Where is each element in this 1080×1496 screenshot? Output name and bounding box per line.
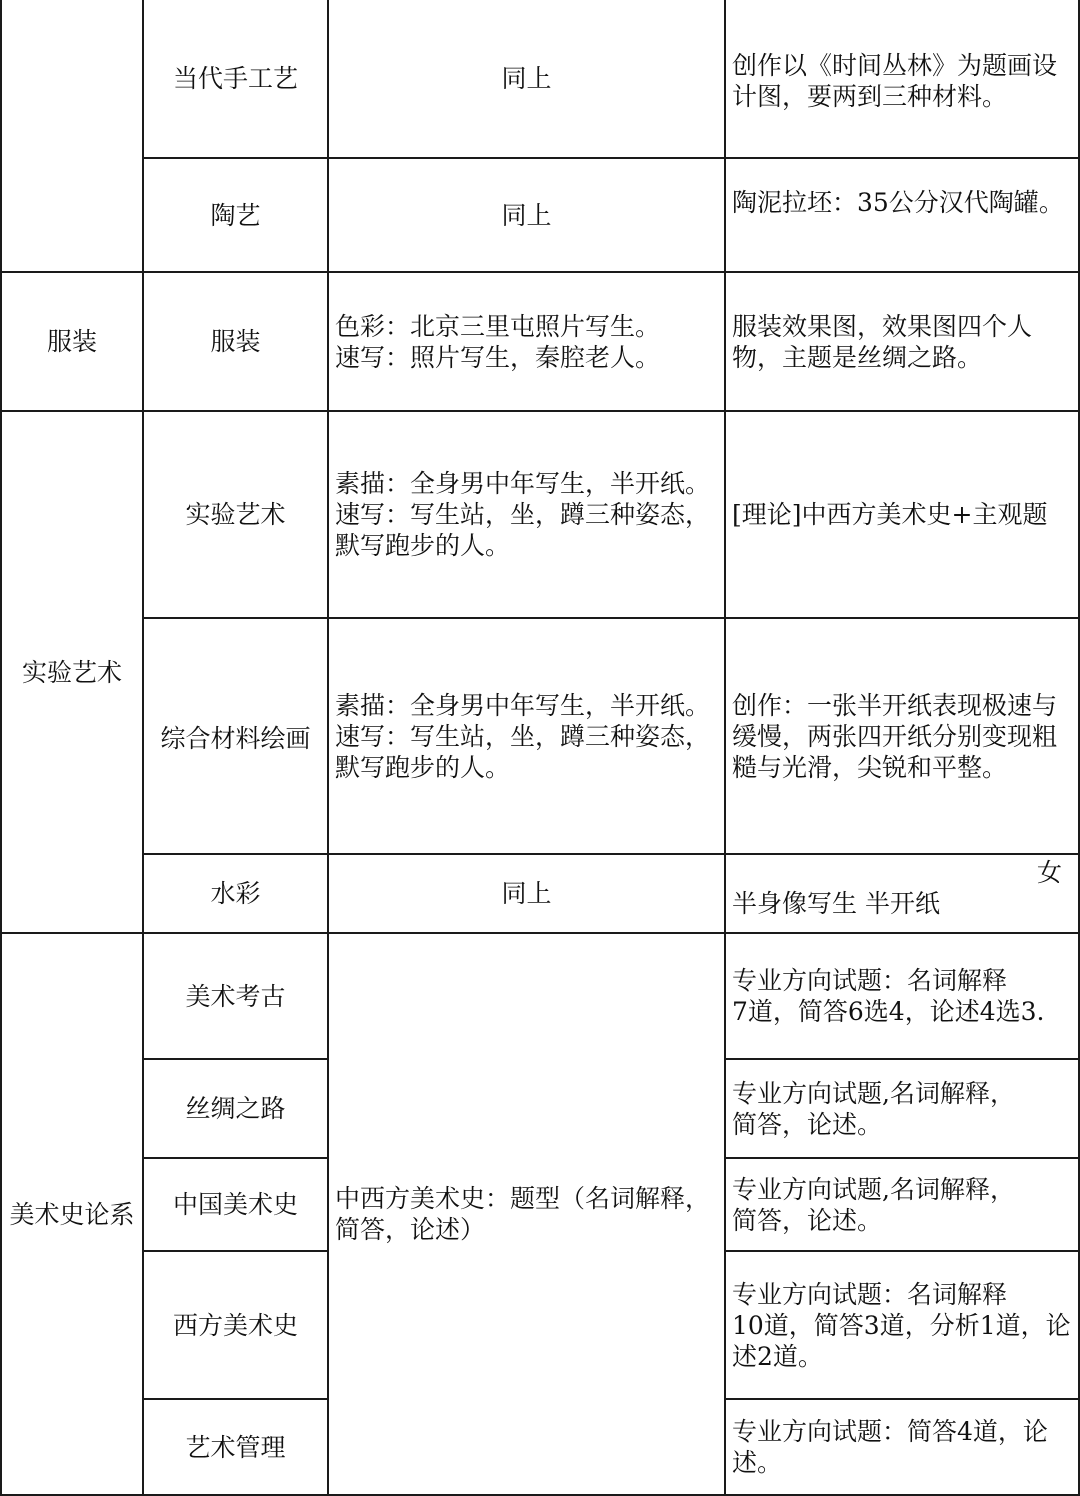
major-cell-silk-road [144,1060,329,1159]
topic-line: 服装效果图，效果图四个人 [732,311,1033,341]
exam-line: 色彩：北京三里屯照片写生。 [335,311,661,341]
topic-cell-fashion [726,273,1080,412]
topic-cell-western-art-history [726,1252,1080,1400]
major-label: 美术考古 [185,981,286,1011]
topic-line: 糙与光滑，尖锐和平整。 [732,752,1008,782]
topic-line: 陶泥拉坯：35公分汉代陶罐。 [732,188,1064,217]
exam-line: 素描：全身男中年写生，半开纸。 [335,690,711,720]
department-label: 实验艺术 [21,657,122,687]
major-cell-western-art-history [144,1252,329,1400]
exam-text: 同上 [501,879,552,908]
exam-line: 默写跑步的人。 [335,752,511,782]
major-label: 服装 [210,327,261,356]
department-cell-experimental [0,412,144,934]
topic-line: 专业方向试题,名词解释， [732,1078,1015,1108]
major-cell-ceramics [144,159,329,273]
topic-line: 物，主题是丝绸之路。 [732,342,983,372]
topic-char: 女 [1036,858,1062,887]
topic-line: 简答，论述。 [732,1109,883,1139]
topic-cell-craft [726,0,1080,159]
major-cell-archaeology [144,934,329,1060]
topic-line: 专业方向试题：名词解释 [732,1279,1008,1309]
major-cell-art-management [144,1400,329,1496]
exam-cell-watercolor [329,855,726,934]
topic-line: 简答，论述。 [732,1205,883,1235]
department-cell-blank [0,0,144,273]
topic-line: 计图，要两到三种材料。 [732,82,1008,111]
exam-cell-mixed-media [329,619,726,855]
exam-line: 中西方美术史：题型（名词解释， [335,1184,711,1213]
major-label: 艺术管理 [185,1432,286,1462]
major-cell-experimental [144,412,329,619]
department-cell-art-history [0,934,144,1496]
topic-line: 专业方向试题：名词解释 [732,966,1008,995]
topic-line: 述2道。 [732,1341,823,1371]
topic-cell-watercolor [726,855,1080,934]
topic-line: 创作：一张半开纸表现极速与 [732,690,1058,720]
topic-line: 创作以《时间丛林》为题画设 [732,51,1058,80]
exam-cell-ceramics [329,159,726,273]
exam-line: 简答，论述） [335,1215,486,1244]
exam-cell-fashion [329,273,726,412]
topic-line: 7道，简答6选4，论述4选3. [732,997,1045,1026]
department-cell-fashion [0,273,144,412]
exam-line: 速写：写生站，坐，蹲三种姿态， [335,721,711,751]
topic-cell-ceramics [726,159,1080,273]
exam-line: 素描：全身男中年写生，半开纸。 [335,469,711,498]
topic-line: 10道，简答3道，分析1道，论 [732,1310,1071,1340]
topic-cell-archaeology [726,934,1080,1060]
major-label: 陶艺 [210,200,261,230]
major-label: 丝绸之路 [185,1094,286,1123]
exam-cell-craft [329,0,726,159]
topic-line: 半身像写生 半开纸 [732,889,940,918]
topic-cell-mixed-media [726,619,1080,855]
topic-line: 缓慢，两张四开纸分别变现粗 [732,721,1058,751]
exam-text: 同上 [501,200,552,230]
major-label: 实验艺术 [185,500,286,529]
major-cell-mixed-media [144,619,329,855]
topic-line: 专业方向试题,名词解释， [732,1174,1015,1204]
exam-cell-experimental [329,412,726,619]
major-label: 水彩 [210,879,261,908]
major-cell-craft [144,0,329,159]
exam-line: 默写跑步的人。 [335,531,511,560]
major-label: 当代手工艺 [172,64,298,93]
major-cell-chinese-art-history [144,1159,329,1252]
topic-line: 述。 [732,1448,783,1477]
exam-text: 同上 [501,64,552,93]
major-cell-watercolor [144,855,329,934]
exam-cell-art-history [329,934,726,1496]
exam-line: 速写：照片写生，秦腔老人。 [335,342,661,372]
topic-cell-chinese-art-history [726,1159,1080,1252]
topic-cell-silk-road [726,1060,1080,1159]
exam-line: 速写：写生站，坐，蹲三种姿态， [335,500,711,529]
major-label: 中国美术史 [172,1190,298,1219]
topic-cell-experimental [726,412,1080,619]
topic-line: 专业方向试题：简答4道，论 [732,1417,1048,1446]
topic-cell-art-management [726,1400,1080,1496]
major-label: 西方美术史 [172,1310,298,1340]
department-label: 服装 [46,327,97,356]
topic-line: [理论]中西方美术史+主观题 [732,500,1048,529]
department-label: 美术史论系 [9,1199,135,1229]
major-cell-fashion [144,273,329,412]
major-label: 综合材料绘画 [160,723,311,753]
